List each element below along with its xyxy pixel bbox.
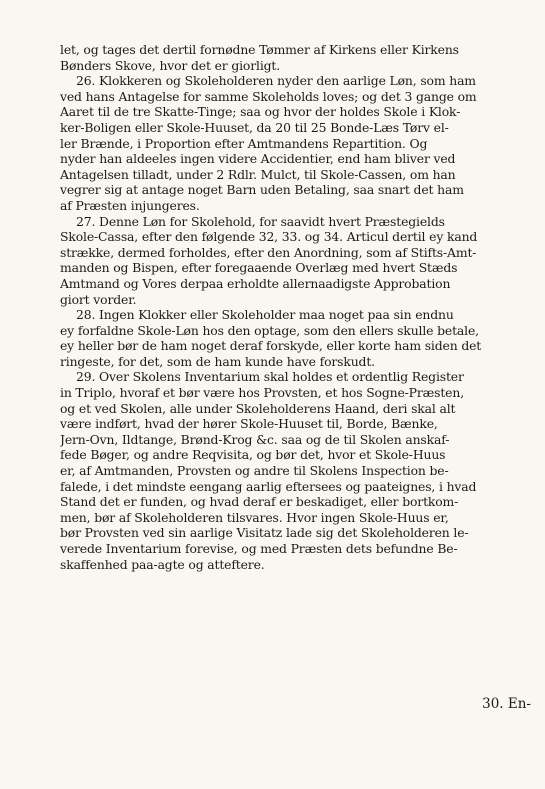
text-line: ringeste, for det, som de ham kunde have forskudt. (60, 353, 375, 369)
text-line: og et ved Skolen, alle under Skoleholderens Haand, deri skal alt (60, 400, 456, 416)
text-line: ey heller bør de ham noget deraf forskyde, eller korte ham siden det (60, 338, 482, 354)
text-line: vegrer sig at antage noget Barn uden Betaling, saa snart det ham (60, 182, 464, 198)
text-line: strække, dermed forholdes, efter den Anordning, som af Stifts-Amt- (60, 244, 477, 260)
text-line: ey forfaldne Skole-Løn hos den optage, som den ellers skulle betale, (60, 322, 479, 338)
text-line: Antagelsen tilladt, under 2 Rdlr. Mulct, til Skole-Cassen, om han (60, 166, 456, 182)
body-text (60, 42, 534, 572)
text-line: verede Inventarium forevise, og med Præsten dets befundne Be- (60, 541, 458, 556)
text-line: Jern-Ovn, Ildtange, Brønd-Krog &c. saa og de til Skolen anskaf- (60, 431, 450, 447)
text-line: let, og tages det dertil fornødne Tømmer af Kirkens eller Kirkens (60, 42, 459, 57)
text-line: ker-Boligen eller Skole-Huuset, da 20 til 25 Bonde-Læs Tørv el- (60, 119, 449, 135)
text-line: 29. Over Skolens Inventarium skal holdes et ordentlig Register (76, 369, 464, 385)
text-line: nyder han aldeeles ingen videre Accidentier, end ham bliver ved (60, 151, 456, 167)
text-line: Stand det er funden, og hvad deraf er beskadiget, eller bortkom- (60, 494, 459, 510)
text-line: bør Provsten ved sin aarlige Visitatz lade sig det Skoleholderen le- (60, 525, 469, 541)
text-line: ved hans Antagelse for samme Skoleholds loves; og det 3 gange om (60, 88, 477, 104)
text-line: fede Bøger, og andre Reqvisita, og bør det, hvor et Skole-Huus (60, 447, 446, 463)
text-line: falede, i det mindste eengang aarlig eftersees og paateignes, i hvad (60, 478, 477, 494)
text-line: Amtmand og Vores derpaa erholdte allernaadigste Approbation (60, 275, 451, 291)
text-line: Skole-Cassa, efter den følgende 32, 33. og 34. Articul dertil ey kand (60, 229, 478, 245)
text-line: er, af Amtmanden, Provsten og andre til Skolens Inspection be- (60, 463, 449, 479)
text-line: in Triplo, hvoraf et bør være hos Provsten, et hos Sogne-Præsten, (60, 385, 464, 401)
text-line: 26. Klokkeren og Skoleholderen nyder den aarlige Løn, som ham (76, 73, 476, 89)
text-line: giort vorder. (60, 291, 137, 307)
text-line: skaffenhed paa-agte og atteftere. (60, 556, 265, 572)
text-line: af Præsten injungeres. (60, 197, 200, 213)
catchword: 30. En- (482, 696, 531, 712)
text-line: være indført, hvad der hører Skole-Huuset til, Borde, Bænke, (60, 416, 438, 432)
text-line: 27. Denne Løn for Skolehold, for saavidt hvert Præstegields (76, 213, 445, 229)
text-line: 28. Ingen Klokker eller Skoleholder maa noget paa sin endnu (76, 307, 454, 323)
text-line: men, bør af Skoleholderen tilsvares. Hvor ingen Skole-Huus er, (60, 509, 449, 525)
text-line: ler Brænde, i Proportion efter Amtmandens Repartition. Og (60, 135, 428, 151)
text-line: Bønders Skove, hvor det er giorligt. (60, 57, 281, 73)
text-line: manden og Bispen, efter foregaaende Overlæg med hvert Stæds (60, 260, 458, 276)
text-line: Aaret til de tre Skatte-Tinge; saa og hvor der holdes Skole i Klok- (60, 104, 461, 120)
